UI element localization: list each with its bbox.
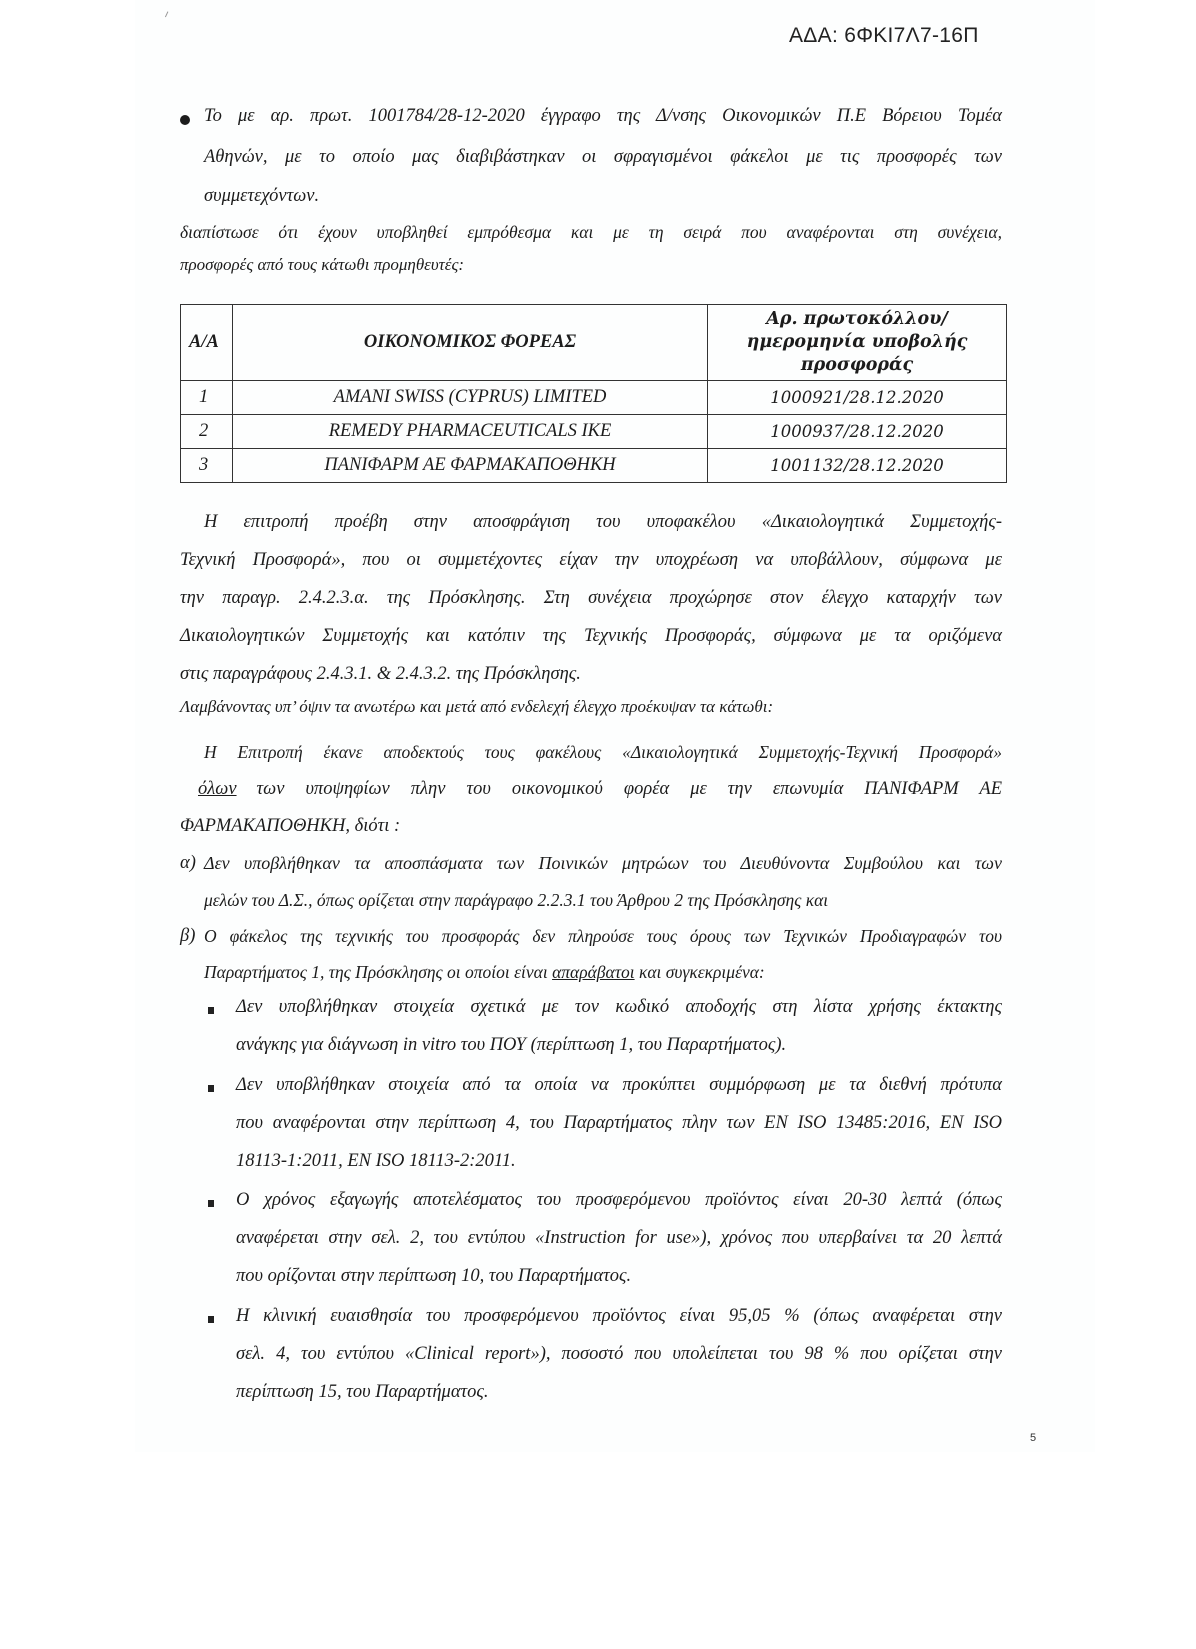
sub-bullet-3-line-3: που ορίζονται στην περίπτωση 10, του Παραρτήματος.: [236, 1266, 632, 1286]
sub-bullet-4-line-3: περίπτωση 15, του Παραρτήματος.: [236, 1382, 489, 1402]
square-bullet-icon: [208, 1007, 214, 1014]
intro-paragraph-line-1: διαπίστωσε ότι έχουν υποβληθεί εμπρόθεσμα και με τη σειρά που αναφέρονται στη συνέχεια,: [180, 222, 1002, 242]
sub-bullet-1-line-2: ανάγκης για διάγνωση in vitro του ΠΟΥ (περίπτωση 1, του Παραρτήματος).: [236, 1035, 787, 1055]
square-bullet-icon: [208, 1200, 214, 1207]
reason-b-line-1: Ο φάκελος της τεχνικής του προσφοράς δεν πληρούσε τους όρους των Τεχνικών Προδιαγραφών του: [204, 926, 1002, 946]
reason-b-line-2-after: και συγκεκριμένα:: [634, 962, 765, 982]
sub-bullet-1-line-1: Δεν υποβλήθηκαν στοιχεία σχετικά με τον κωδικό αποδοχής στη λίστα χρήσης έκτακτης: [236, 997, 1002, 1017]
cell-protocol: 1001132/28.12.2020: [708, 449, 1007, 483]
offers-table: [180, 304, 1007, 483]
reason-a-line-1: Δεν υποβλήθηκαν τα αποσπάσματα των Ποινικών μητρώων του Διευθύνοντα Συμβούλου και των: [204, 853, 1002, 873]
unsealing-line-5: στις παραγράφους 2.4.3.1. & 2.4.3.2. της Πρόσκλησης.: [180, 664, 581, 684]
header-operator: ΟΙΚΟΝΟΜΙΚΟΣ ΦΟΡΕΑΣ: [233, 305, 708, 381]
cell-aa: 2: [181, 415, 233, 449]
acceptance-underlined-word: όλων: [198, 779, 237, 799]
header-protocol-line-1: Αρ. πρωτοκόλλου/: [766, 309, 948, 329]
cell-operator: ΠΑΝΙΦΑΡΜ ΑΕ ΦΑΡΜΑΚΑΠΟΘΗΚΗ: [233, 449, 708, 483]
ada-code: ΑΔΑ: 6ΦΚΙ7Λ7-16Π: [789, 24, 979, 47]
unsealing-line-2: Τεχνική Προσφορά», που οι συμμετέχοντες είχαν την υποχρέωση να υποβάλλουν, σύμφωνα με: [180, 550, 1002, 570]
header-protocol-line-3: προσφοράς: [800, 355, 914, 375]
considering-line: Λαμβάνοντας υπ’ όψιν τα ανωτέρω και μετά από ενδελεχή έλεγχο προέκυψαν τα κάτωθι:: [180, 697, 774, 716]
sub-bullet-4-line-2: σελ. 4, του εντύπου «Clinical report»), ποσοστό που υπολείπεται του 98 % που ορίζεται στην: [236, 1344, 1002, 1364]
reason-a-marker: α): [180, 853, 196, 873]
cell-aa: 3: [181, 449, 233, 483]
reason-b-line-2: [204, 962, 765, 983]
reason-b-marker: β): [180, 926, 196, 946]
intro-bullet-line-1: Το με αρ. πρωτ. 1001784/28-12-2020 έγγραφο της Δ/νσης Οικονομικών Π.Ε Βόρειου Τομέα: [204, 106, 1002, 126]
intro-bullet-line-2: Αθηνών, με το οποίο μας διαβιβάστηκαν οι σφραγισμένοι φάκελοι με τις προσφορές των: [204, 147, 1002, 167]
sub-bullet-2-line-1: Δεν υποβλήθηκαν στοιχεία από τα οποία να προκύπτει συμμόρφωση με τα διεθνή πρότυπα: [236, 1075, 1002, 1095]
acceptance-line-2-rest: των υποψηφίων πλην του οικονομικού φορέα με την επωνυμία ΠΑΝΙΦΑΡΜ ΑΕ: [256, 779, 1002, 799]
table-header-row: [181, 305, 1007, 381]
reason-b-underlined-word: απαράβατοι: [552, 962, 635, 982]
cell-protocol: 1000937/28.12.2020: [708, 415, 1007, 449]
unsealing-line-3: την παραγρ. 2.4.2.3.α. της Πρόσκλησης. Στη συνέχεια προχώρησε στον έλεγχο καταρχήν των: [180, 588, 1002, 608]
acceptance-line-1: Η Επιτροπή έκανε αποδεκτούς τους φακέλους «Δικαιολογητικά Συμμετοχής-Τεχνική Προσφορά»: [204, 742, 1002, 762]
intro-bullet-line-3: συμμετεχόντων.: [204, 186, 320, 206]
reason-a-line-2: μελών του Δ.Σ., όπως ορίζεται στην παράγραφο 2.2.3.1 του Άρθρου 2 της Πρόσκλησης και: [204, 890, 829, 910]
unsealing-line-4: Δικαιολογητικών Συμμετοχής και κατόπιν της Τεχνικής Προσφοράς, σύμφωνα με τα οριζόμενα: [180, 626, 1002, 646]
square-bullet-icon: [208, 1085, 214, 1092]
header-protocol: [708, 305, 1007, 381]
sub-bullet-2-line-3: 18113-1:2011, EN ISO 18113-2:2011.: [236, 1151, 516, 1171]
table-row: [181, 449, 1007, 483]
cell-operator: AMANI SWISS (CYPRUS) LIMITED: [233, 381, 708, 415]
intro-paragraph-line-2: προσφορές από τους κάτωθι προμηθευτές:: [180, 255, 465, 274]
acceptance-line-3: ΦΑΡΜΑΚΑΠΟΘΗΚΗ, διότι :: [180, 816, 401, 836]
table-row: [181, 415, 1007, 449]
cell-protocol: 1000921/28.12.2020: [708, 381, 1007, 415]
table-row: [181, 381, 1007, 415]
acceptance-line-2: [198, 779, 1002, 800]
square-bullet-icon: [208, 1316, 214, 1323]
header-aa: Α/Α: [181, 305, 233, 381]
sub-bullet-3-line-2: αναφέρεται στην σελ. 2, του εντύπου «Instruction for use»), χρόνος που υπερβαίνει τα 20 λεπτά: [236, 1228, 1002, 1248]
sub-bullet-3-line-1: Ο χρόνος εξαγωγής αποτελέσματος του προσφερόμενου προϊόντος είναι 20-30 λεπτά (όπως: [236, 1190, 1002, 1210]
reason-b-line-2-before: Παραρτήματος 1, της Πρόσκλησης οι οποίοι είναι: [204, 962, 553, 982]
cell-operator: REMEDY PHARMACEUTICALS IKE: [233, 415, 708, 449]
sub-bullet-4-line-1: Η κλινική ευαισθησία του προσφερόμενου προϊόντος είναι 95,05 % (όπως αναφέρεται στην: [236, 1306, 1002, 1326]
sub-bullet-2-line-2: που αναφέρονται στην περίπτωση 4, του Παραρτήματος πλην των EN ISO 13485:2016, EN ISO: [236, 1113, 1002, 1133]
cell-aa: 1: [181, 381, 233, 415]
header-protocol-line-2: ημερομηνία υποβολής: [746, 332, 968, 352]
bullet-dot-icon: [180, 115, 190, 125]
page-number: 5: [1030, 1432, 1037, 1444]
unsealing-line-1: Η επιτροπή προέβη στην αποσφράγιση του υποφακέλου «Δικαιολογητικά Συμμετοχής-: [204, 512, 1002, 532]
